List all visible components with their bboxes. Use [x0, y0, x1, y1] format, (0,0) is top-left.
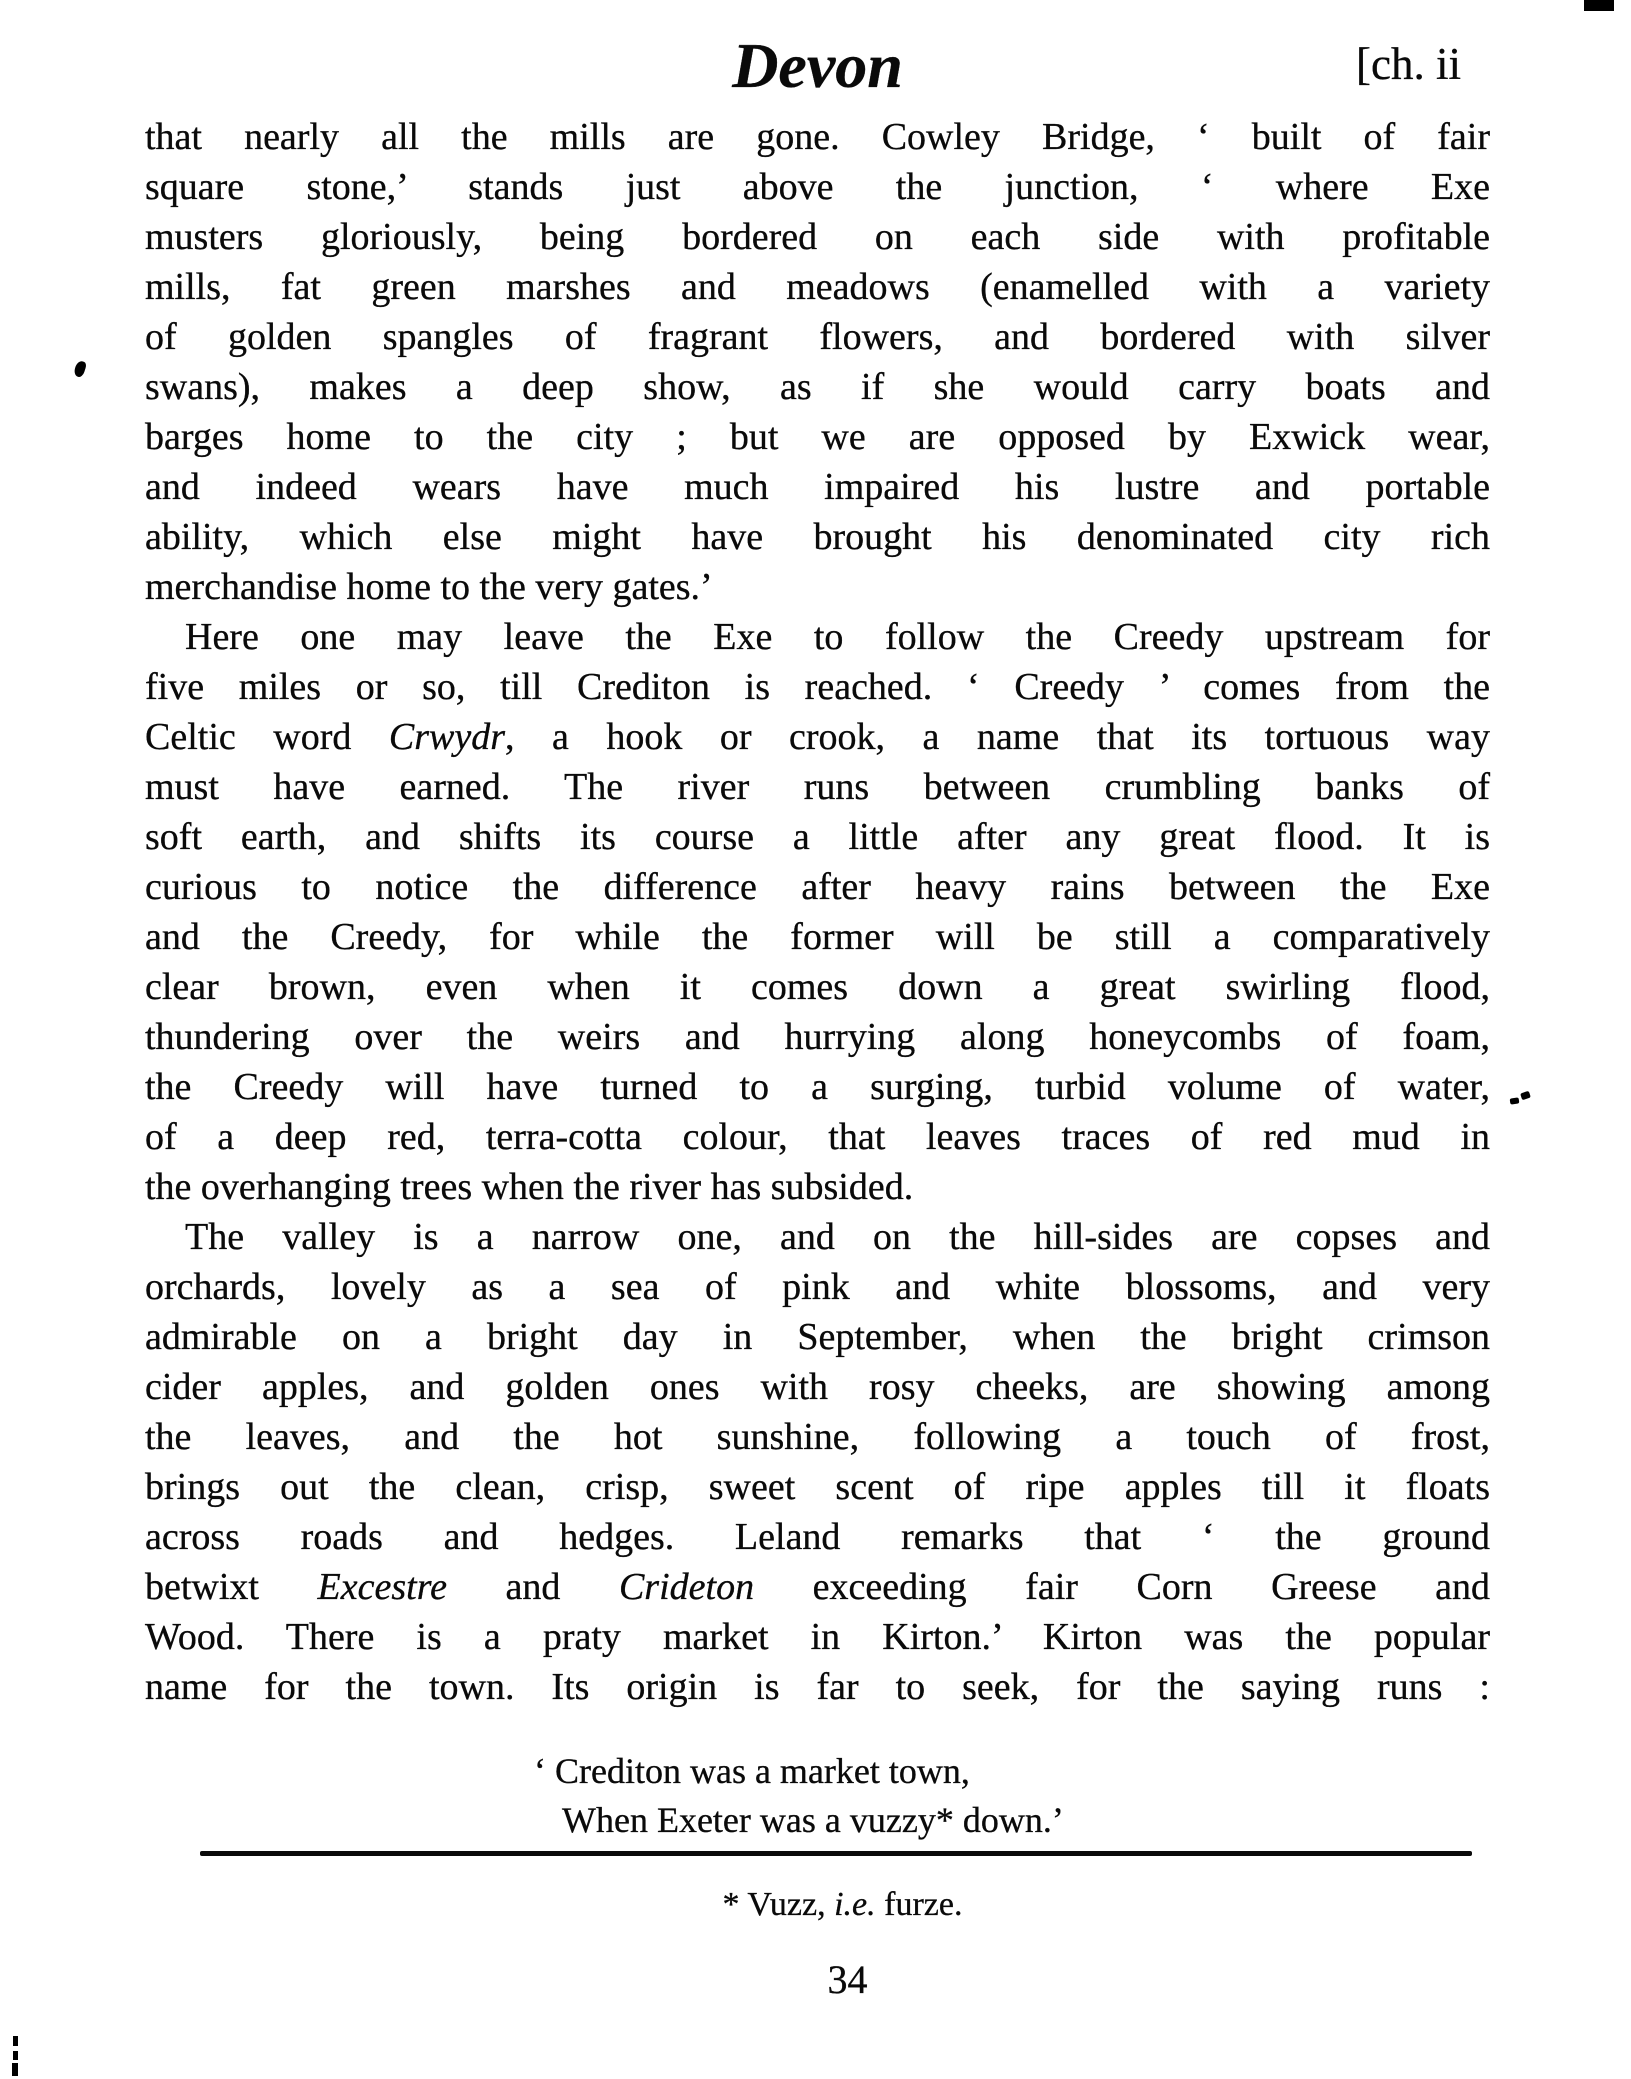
- text-run: mills, fat green marshes and meadows (enamelled with a variety: [145, 266, 1490, 308]
- text-line: [145, 1512, 1490, 1562]
- text-line: [145, 1112, 1490, 1162]
- paragraph: [145, 1212, 1490, 1712]
- text-run: * Vuzz,: [722, 1886, 835, 1923]
- text-line: [145, 1162, 1490, 1212]
- text-line: [145, 1212, 1490, 1262]
- text-run: five miles or so, till Crediton is reached. ‘ Creedy ’ comes from the: [145, 666, 1490, 708]
- chapter-label: [ch. ii: [1356, 39, 1461, 89]
- text-run: the overhanging trees when the river has subsided.: [145, 1166, 914, 1208]
- text-run: betwixt: [145, 1566, 318, 1608]
- text-line: [145, 662, 1490, 712]
- text-line: [145, 262, 1490, 312]
- text-line: [145, 762, 1490, 812]
- text-run: Celtic word: [145, 716, 389, 758]
- text-line: [145, 112, 1490, 162]
- text-line: [145, 1462, 1490, 1512]
- paragraph: [145, 612, 1490, 1212]
- text-line: [145, 1012, 1490, 1062]
- page-number: 34: [827, 1957, 868, 2002]
- text-run: brings out the clean, crisp, sweet scent of ripe apples till it floats: [145, 1466, 1490, 1508]
- paragraph: [145, 112, 1490, 612]
- text-run: clear brown, even when it comes down a great swirling flood,: [145, 966, 1490, 1008]
- text-run: The valley is a narrow one, and on the hill-sides are copses and: [185, 1216, 1490, 1258]
- text-run: admirable on a bright day in September, when the bright crimson: [145, 1316, 1490, 1358]
- text-run: thundering over the weirs and hurrying along honeycombs of foam,: [145, 1016, 1490, 1058]
- text-run: across roads and hedges. Leland remarks that ‘ the ground: [145, 1516, 1490, 1558]
- text-run: and the Creedy, for while the former will be still a comparatively: [145, 916, 1490, 958]
- text-line: [145, 1662, 1490, 1712]
- text-line: [145, 1612, 1490, 1662]
- text-run: that nearly all the mills are gone. Cowley Bridge, ‘ built of fair: [145, 116, 1490, 158]
- text-run: swans), makes a deep show, as if she would carry boats and: [145, 366, 1490, 408]
- text-run: of a deep red, terra-cotta colour, that leaves traces of red mud in: [145, 1116, 1490, 1158]
- verse-line: When Exeter was a vuzzy* down.’: [562, 1800, 1064, 1840]
- text-run: musters gloriously, being bordered on each side with profitable: [145, 216, 1490, 258]
- scan-artifact-edge-speck: [12, 2063, 18, 2076]
- text-line: [145, 312, 1490, 362]
- text-line: [145, 462, 1490, 512]
- text-run: furze.: [875, 1886, 963, 1923]
- text-run: name for the town. Its origin is far to seek, for the saying runs :: [145, 1666, 1490, 1708]
- text-run: Here one may leave the Exe to follow the Creedy upstream for: [185, 616, 1490, 658]
- page-title: Devon: [732, 30, 903, 101]
- italic-text: Crwydr: [388, 716, 505, 758]
- text-run: exceeding fair Corn Greese and: [754, 1566, 1490, 1608]
- text-run: the Creedy will have turned to a surging, turbid volume of water,: [145, 1066, 1490, 1108]
- text-line: [145, 962, 1490, 1012]
- text-line: [145, 412, 1490, 462]
- text-line: [145, 612, 1490, 662]
- scan-artifact-ink-spot: [73, 360, 87, 378]
- text-run: curious to notice the difference after heavy rains between the Exe: [145, 866, 1490, 908]
- text-line: [145, 1362, 1490, 1412]
- text-run: cider apples, and golden ones with rosy cheeks, are showing among: [145, 1366, 1490, 1408]
- italic-text: i.e.: [834, 1886, 876, 1923]
- footnote: [170, 1886, 1515, 1924]
- text-line: [145, 862, 1490, 912]
- text-run: soft earth, and shifts its course a little after any great flood. It is: [145, 816, 1490, 858]
- text-run: , a hook or crook, a name that its tortuous way: [505, 716, 1490, 758]
- text-line: [145, 1262, 1490, 1312]
- text-run: and: [446, 1566, 619, 1608]
- text-line: [145, 1412, 1490, 1462]
- text-line: [145, 912, 1490, 962]
- body-text: [145, 112, 1490, 1712]
- text-run: Wood. There is a praty market in Kirton.’ Kirton was the popular: [145, 1616, 1490, 1658]
- italic-text: Crideton: [618, 1566, 755, 1608]
- text-line: [145, 162, 1490, 212]
- scan-artifact-corner: [1584, 0, 1614, 11]
- text-line: [145, 512, 1490, 562]
- footnote-rule: [200, 1851, 1472, 1856]
- verse-line: ‘ Crediton was a market town,: [534, 1751, 970, 1791]
- text-run: and indeed wears have much impaired his lustre and portable: [145, 466, 1490, 508]
- text-run: the leaves, and the hot sunshine, following a touch of frost,: [145, 1416, 1490, 1458]
- text-line: [145, 1562, 1490, 1612]
- verse-block: [534, 1747, 1064, 1845]
- text-line: [145, 212, 1490, 262]
- scan-artifact-margin-dash: [1520, 1091, 1531, 1100]
- italic-text: Excestre: [317, 1566, 447, 1608]
- text-line: [145, 362, 1490, 412]
- text-run: barges home to the city ; but we are opposed by Exwick wear,: [145, 416, 1490, 458]
- text-run: must have earned. The river runs between crumbling banks of: [145, 766, 1490, 808]
- scan-artifact-margin-dash: [1510, 1097, 1520, 1104]
- scan-artifact-edge-speck: [13, 2051, 18, 2060]
- text-run: ability, which else might have brought his denominated city rich: [145, 516, 1490, 558]
- text-run: orchards, lovely as a sea of pink and white blossoms, and very: [145, 1266, 1490, 1308]
- text-line: [145, 812, 1490, 862]
- text-line: [145, 1062, 1490, 1112]
- scan-artifact-edge-speck: [13, 2036, 18, 2046]
- text-run: of golden spangles of fragrant flowers, and bordered with silver: [145, 316, 1490, 358]
- text-line: [145, 712, 1490, 762]
- text-line: [145, 1312, 1490, 1362]
- text-run: merchandise home to the very gates.’: [145, 566, 713, 608]
- text-line: [145, 562, 1490, 612]
- text-run: square stone,’ stands just above the junction, ‘ where Exe: [145, 166, 1490, 208]
